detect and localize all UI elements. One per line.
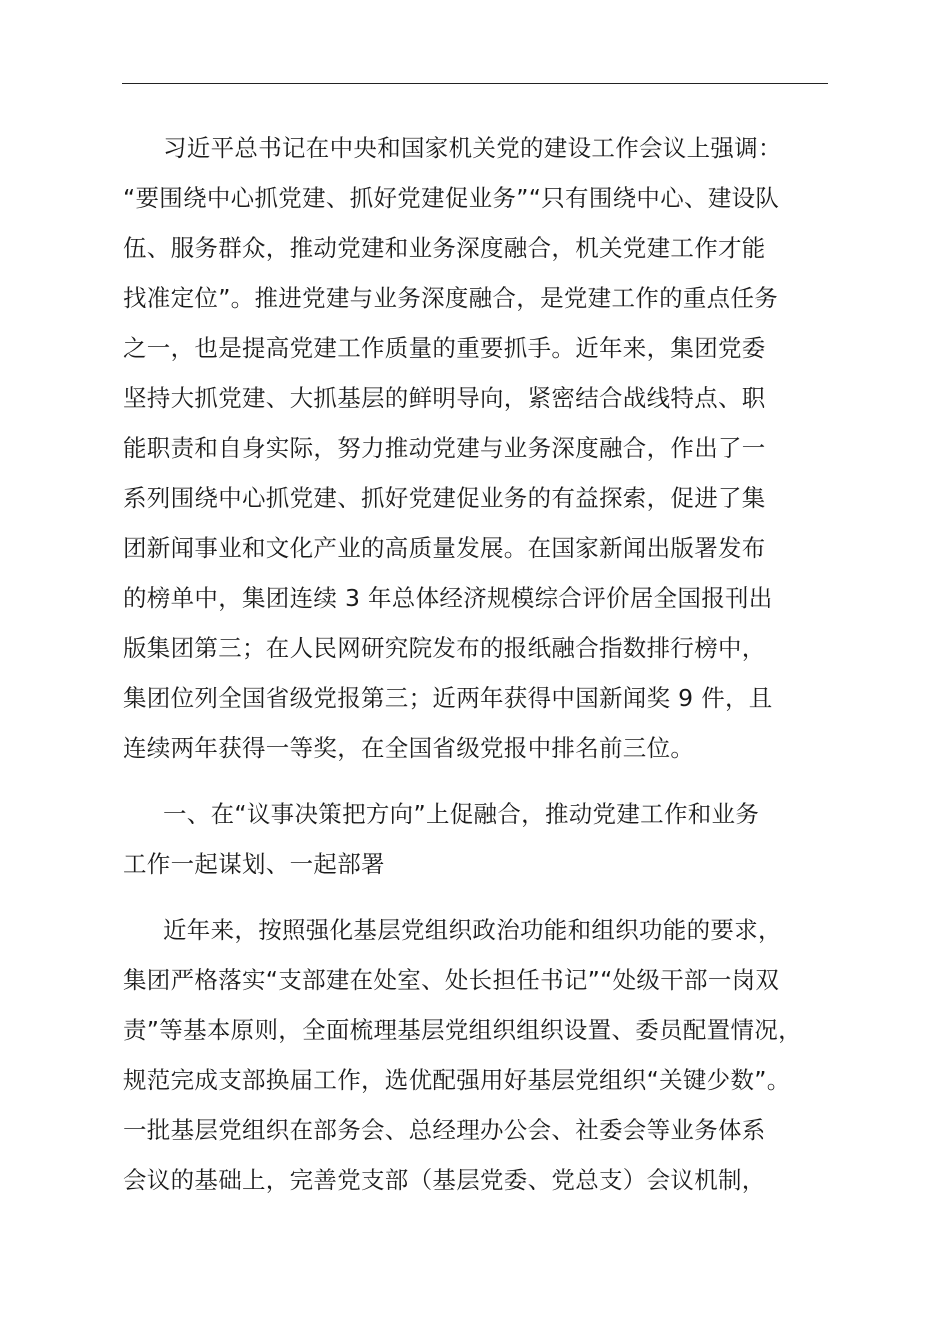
text-line: 会议的基础上，完善党支部（基层党委、党总支）会议机制， [123, 1166, 766, 1194]
text-line: 一、在“议事决策把方向”上促融合，推动党建工作和业务 [163, 800, 760, 828]
text-line: 近年来，按照强化基层党组织政治功能和组织功能的要求， [163, 916, 782, 944]
document-body [123, 123, 829, 1205]
text-line: 集团位列全国省级党报第三；近两年获得中国新闻奖 9 件，且 [123, 684, 773, 712]
text-line: 集团严格落实“支部建在处室、处长担任书记”“处级干部一岗双 [123, 966, 780, 994]
text-line: 坚持大抓党建、大抓基层的鲜明导向，紧密结合战线特点、职 [123, 384, 766, 412]
text-line: 工作一起谋划、一起部署 [123, 850, 385, 878]
text-line: 习近平总书记在中央和国家机关党的建设工作会议上强调： [163, 134, 782, 162]
header-rule [122, 83, 828, 84]
text-line: 伍、服务群众，推动党建和业务深度融合，机关党建工作才能 [123, 234, 766, 262]
section-heading [123, 789, 829, 889]
text-line: 能职责和自身实际，努力推动党建与业务深度融合，作出了一 [123, 434, 766, 462]
text-line: 规范完成支部换届工作，选优配强用好基层党组织“关键少数”。 [123, 1066, 791, 1094]
paragraph-body [123, 905, 829, 1205]
paragraph-intro [123, 123, 829, 773]
text-line: 版集团第三；在人民网研究院发布的报纸融合指数排行榜中， [123, 634, 766, 662]
text-line: 的榜单中，集团连续 3 年总体经济规模综合评价居全国报刊出 [123, 584, 773, 612]
text-line: 找准定位”。推进党建与业务深度融合，是党建工作的重点任务 [123, 284, 779, 312]
text-line: 连续两年获得一等奖，在全国省级党报中排名前三位。 [123, 734, 695, 762]
paragraph-gap [123, 773, 829, 789]
text-line: 一批基层党组织在部务会、总经理办公会、社委会等业务体系 [123, 1116, 766, 1144]
text-line: “要围绕中心抓党建、抓好党建促业务”“只有围绕中心、建设队 [123, 184, 780, 212]
text-line: 之一，也是提高党建工作质量的重要抓手。近年来，集团党委 [123, 334, 766, 362]
text-line: 系列围绕中心抓党建、抓好党建促业务的有益探索，促进了集 [123, 484, 766, 512]
text-line: 团新闻事业和文化产业的高质量发展。在国家新闻出版署发布 [123, 534, 766, 562]
text-line: 责”等基本原则，全面梳理基层党组织组织设置、委员配置情况， [123, 1016, 802, 1044]
paragraph-gap [123, 889, 829, 905]
